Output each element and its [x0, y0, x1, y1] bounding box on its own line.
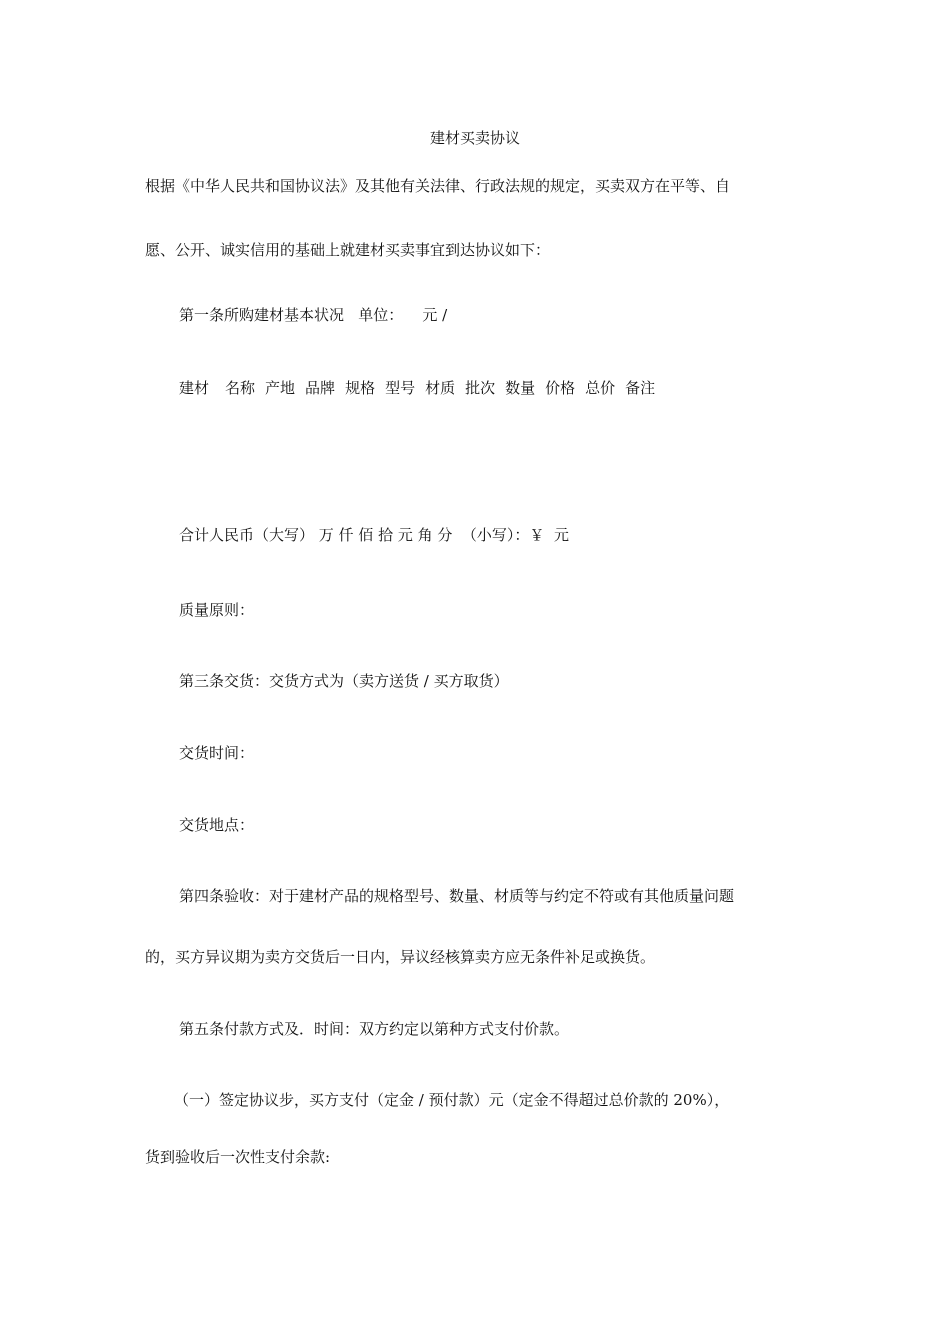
- column-header: 建材: [179, 379, 210, 397]
- column-header: 品牌: [305, 379, 336, 397]
- document-title: 建材买卖协议: [429, 129, 520, 147]
- total-amount-line: 合计人民币（大写） 万 仟 佰 拾 元 角 分 （小写）：￥ 元: [179, 526, 569, 544]
- article-1-heading: 第一条所购建材基本状况 单位： 元 /: [179, 306, 448, 324]
- column-header: 型号: [385, 379, 416, 397]
- intro-line-2: 愿、公开、诚实信用的基础上就建材买卖事宜到达协议如下：: [145, 241, 551, 259]
- article-3-delivery: 第三条交货：交货方式为（卖方送货 / 买方取货）: [179, 672, 509, 690]
- column-header: 备注: [625, 379, 656, 397]
- table-header-row: [179, 378, 665, 398]
- delivery-time: 交货时间：: [179, 744, 255, 762]
- delivery-place: 交货地点：: [179, 816, 255, 834]
- column-header: 名称: [225, 379, 256, 397]
- article-4-line-1: 第四条验收：对于建材产品的规格型号、数量、材质等与约定不符或有其他质量问题: [179, 887, 735, 905]
- column-header: 规格: [345, 379, 376, 397]
- column-header: 数量: [505, 379, 536, 397]
- column-header: 总价: [585, 379, 616, 397]
- clause-1-line-2: 货到验收后一次性支付余款:: [145, 1148, 331, 1166]
- column-header: 产地: [265, 379, 296, 397]
- column-header: 材质: [425, 379, 456, 397]
- article-4-line-2: 的，买方异议期为卖方交货后一日内，异议经核算卖方应无条件补足或换货。: [145, 948, 656, 966]
- article-5-payment: 第五条付款方式及．时间：双方约定以第种方式支付价款。: [179, 1020, 570, 1038]
- quality-standard: 质量原则：: [179, 601, 255, 619]
- clause-1-line-1: （一）签定协议步，买方支付（定金 / 预付款）元（定金不得超过总价款的 20%），: [174, 1091, 730, 1109]
- intro-line-1: 根据《中华人民共和国协议法》及其他有关法律、行政法规的规定，买卖双方在平等、自: [145, 177, 731, 195]
- column-header: 批次: [465, 379, 496, 397]
- column-header: 价格: [545, 379, 576, 397]
